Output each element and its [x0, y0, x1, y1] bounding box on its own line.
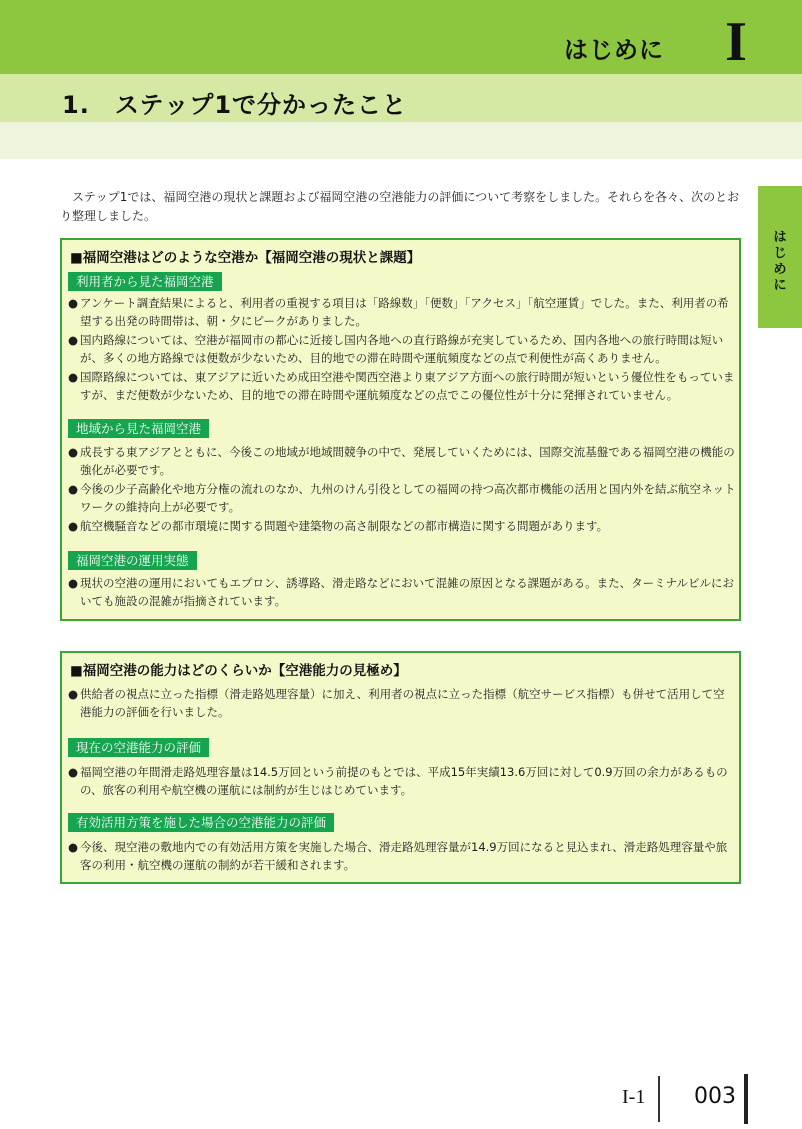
bullet-item — [68, 838, 736, 874]
capacity-assessment-box — [60, 651, 741, 884]
section-label-regional-view: 地域から見た福岡空港 — [68, 419, 209, 438]
bullet-item — [68, 443, 736, 479]
bullet-text: 航空機騒音などの都市環境に関する問題や建築物の高さ制限などの都市構造に関する問題があります。 — [80, 519, 609, 533]
side-tab-label — [758, 230, 802, 294]
bullet-marker: ● — [68, 482, 79, 496]
bullet-item — [68, 331, 736, 367]
page-number: 003 — [694, 1084, 736, 1109]
section-title: 1. ステップ1で分かったこと — [62, 91, 408, 119]
bullet-text: 現状の空港の運用においてもエプロン、誘導路、滑走路などにおいて混雑の原因となる課題がある。また、ターミナルビルにおいても施設の混雑が指摘されています。 — [80, 576, 734, 608]
section-title-band — [0, 74, 802, 122]
bullet-marker: ● — [68, 687, 79, 701]
chapter-header-band — [0, 0, 802, 74]
title-underband — [0, 122, 802, 159]
side-tab-char: は — [773, 230, 787, 245]
section-label-user-view: 利用者から見た福岡空港 — [68, 272, 222, 291]
side-tab-char: じ — [773, 246, 787, 261]
footer-edge-bar — [744, 1074, 748, 1124]
section-label-improved-capacity: 有効活用方策を施した場合の空港能力の評価 — [68, 813, 334, 832]
box-heading: ■福岡空港の能力はどのくらいか【空港能力の見極め】 — [70, 663, 407, 679]
bullet-marker: ● — [68, 840, 79, 854]
side-index-tab — [758, 186, 802, 328]
bullet-item — [68, 480, 736, 516]
bullet-text: 供給者の視点に立った指標（滑走路処理容量）に加え、利用者の視点に立った指標（航空サービス指標）も併せて活用して空港能力の評価を行いました。 — [80, 687, 725, 719]
side-tab-char: に — [773, 278, 787, 293]
footer-divider — [658, 1076, 660, 1122]
current-status-box — [60, 238, 741, 621]
bullet-text: 国際路線については、東アジアに近いため成田空港や関西空港より東アジア方面への旅行時間が短いという優位性をもっていますが、まだ便数が少ないため、目的地での滞在時間や運航頻度などの点でこの優位性が十分に発揮されていません。 — [80, 370, 735, 402]
bullet-text: 今後、現空港の敷地内での有効活用方策を実施した場合、滑走路処理容量が14.9万回になると見込まれ、滑走路処理容量や旅客の利用・航空機の運航の制約が若干緩和されます。 — [80, 840, 728, 872]
side-tab-char: め — [773, 262, 787, 277]
chapter-numeral: I — [725, 11, 747, 73]
bullet-text: アンケート調査結果によると、利用者の重視する項目は「路線数」「便数」「アクセス」「航空運賃」でした。また、利用者の希望する出発の時間帯は、朝・夕にピークがありました。 — [80, 296, 729, 328]
bullet-item — [68, 574, 736, 610]
bullet-text: 成長する東アジアとともに、今後この地域が地域間競争の中で、発展していくためには、国際交流基盤である福岡空港の機能の強化が必要です。 — [80, 445, 735, 477]
bullet-marker: ● — [68, 370, 79, 384]
bullet-item — [68, 517, 736, 535]
section-label-current-capacity: 現在の空港能力の評価 — [68, 738, 209, 757]
chapter-page-number: I-1 — [622, 1086, 646, 1108]
intro-paragraph — [60, 188, 750, 226]
chapter-title: はじめに — [564, 36, 664, 64]
bullet-text: 今後の少子高齢化や地方分権の流れのなか、九州のけん引役としての福岡の持つ高次都市機能の活用と国内外を結ぶ航空ネットワークの維持向上が必要です。 — [80, 482, 736, 514]
intro-text: ステップ1では、福岡空港の現状と課題および福岡空港の空港能力の評価について考察をしました。それらを各々、次のとおり整理しました。 — [60, 190, 740, 223]
section-label-operations: 福岡空港の運用実態 — [68, 551, 197, 570]
bullet-marker: ● — [68, 519, 79, 533]
bullet-text: 福岡空港の年間滑走路処理容量は14.5万回という前提のもとでは、平成15年実績13.6万回に対して0.9万回の余力があるものの、旅客の利用や航空機の運航には制約が生じはじめています。 — [80, 765, 728, 797]
bullet-text: 国内路線については、空港が福岡市の都心に近接し国内各地への直行路線が充実しているため、国内各地への旅行時間は短いが、多くの地方路線では便数が少ないため、目的地での滞在時間や運航頻度などの点で利便性が高くありません。 — [80, 333, 724, 365]
bullet-item — [68, 294, 736, 330]
bullet-marker: ● — [68, 576, 79, 590]
bullet-marker: ● — [68, 296, 79, 310]
bullet-marker: ● — [68, 765, 79, 779]
bullet-marker: ● — [68, 333, 79, 347]
bullet-marker: ● — [68, 445, 79, 459]
bullet-item — [68, 368, 736, 404]
bullet-item — [68, 763, 736, 799]
box-heading: ■福岡空港はどのような空港か【福岡空港の現状と課題】 — [70, 250, 421, 266]
bullet-item — [68, 685, 736, 721]
